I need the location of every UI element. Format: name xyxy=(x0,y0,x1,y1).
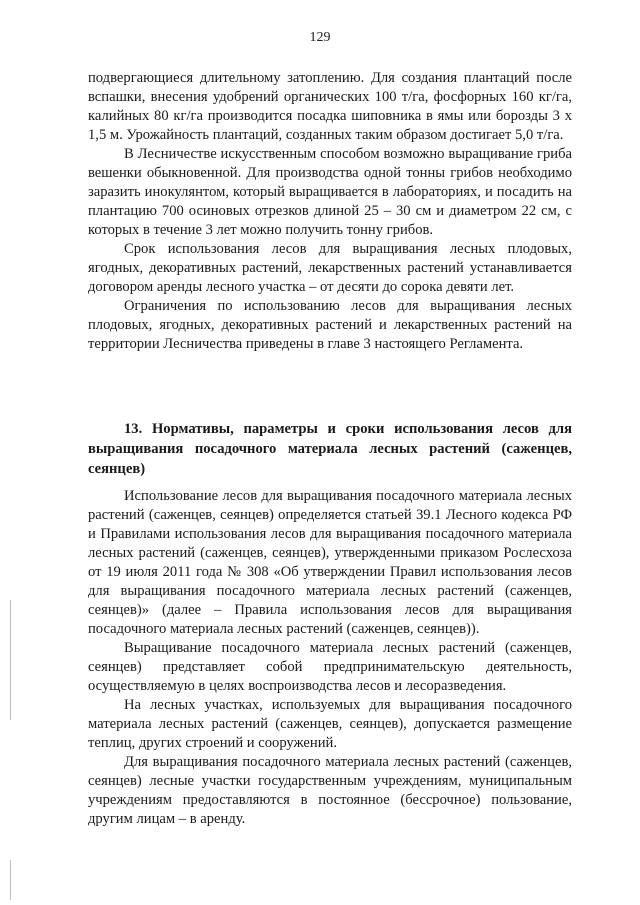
paragraph: Выращивание посадочного материала лесных растений (саженцев, сеянцев) представляет собой предпринимательскую деятельность, осуществляемую в целях воспроизводства лесов и лесоразведения. xyxy=(88,640,572,694)
paragraph: Ограничения по использованию лесов для выращивания лесных плодовых, ягодных, декоративных растений и лекарственных растений на территории Лесничества приведены в главе 3 настоящего Регламента. xyxy=(88,298,572,352)
paragraph: В Лесничестве искусственным способом возможно выращивание гриба вешенки обыкновенной. Для производства одной тонны грибов необходимо заразить инокулянтом, который выращивается в лабораториях, и посадить на плантацию 700 осиновых отрезков длиной 25 – 30 см и диаметром 22 см, с которых в течение 3 лет можно получить тонну грибов. xyxy=(88,146,572,238)
scan-artifact xyxy=(10,600,11,720)
section-heading: 13. Нормативы, параметры и сроки использования лесов для выращивания посадочного материала лесных растений (саженцев, сеянцев) xyxy=(88,421,572,477)
scan-artifact xyxy=(10,860,11,900)
paragraphs-bottom xyxy=(88,487,572,829)
paragraph: Для выращивания посадочного материала лесных растений (саженцев, сеянцев) лесные участки государственным учреждениям, муниципальным учреждениям предоставляются в постоянное (бессрочное) пользование, другим лицам – в аренду. xyxy=(88,754,572,827)
page-number: 129 xyxy=(309,30,331,45)
paragraph: подвергающиеся длительному затоплению. Для создания плантаций после вспашки, внесения удобрений органических 100 т/га, фосфорных 160 кг/га, калийных 80 кг/га производится посадка шиповника в ямы или борозды 3 х 1,5 м. Урожайность плантаций, созданных таким образом достигает 5,0 т/га. xyxy=(88,70,572,143)
paragraph: Срок использования лесов для выращивания лесных плодовых, ягодных, декоративных растений, лекарственных растений устанавливается договором аренды лесного участка – от десяти до сорока девяти лет. xyxy=(88,241,572,295)
paragraph: На лесных участках, используемых для выращивания посадочного материала лесных растений (саженцев, сеянцев), допускается размещение теплиц, других строений и сооружений. xyxy=(88,697,572,751)
paragraph: Использование лесов для выращивания посадочного материала лесных растений (саженцев, сеянцев) определяется статьей 39.1 Лесного кодекса РФ и Правилами использования лесов для выращивания посадочного материала лесных растений (саженцев, сеянцев), утвержденными приказом Рослесхоза от 19 июля 2011 года № 308 «Об утверждении Правил использования лесов для выращивания посадочного материала лесных растений (саженцев, сеянцев)» (далее – Правила использования лесов для выращивания посадочного материала лесных растений (саженцев, сеянцев)). xyxy=(88,488,572,637)
paragraphs-top xyxy=(88,69,572,354)
